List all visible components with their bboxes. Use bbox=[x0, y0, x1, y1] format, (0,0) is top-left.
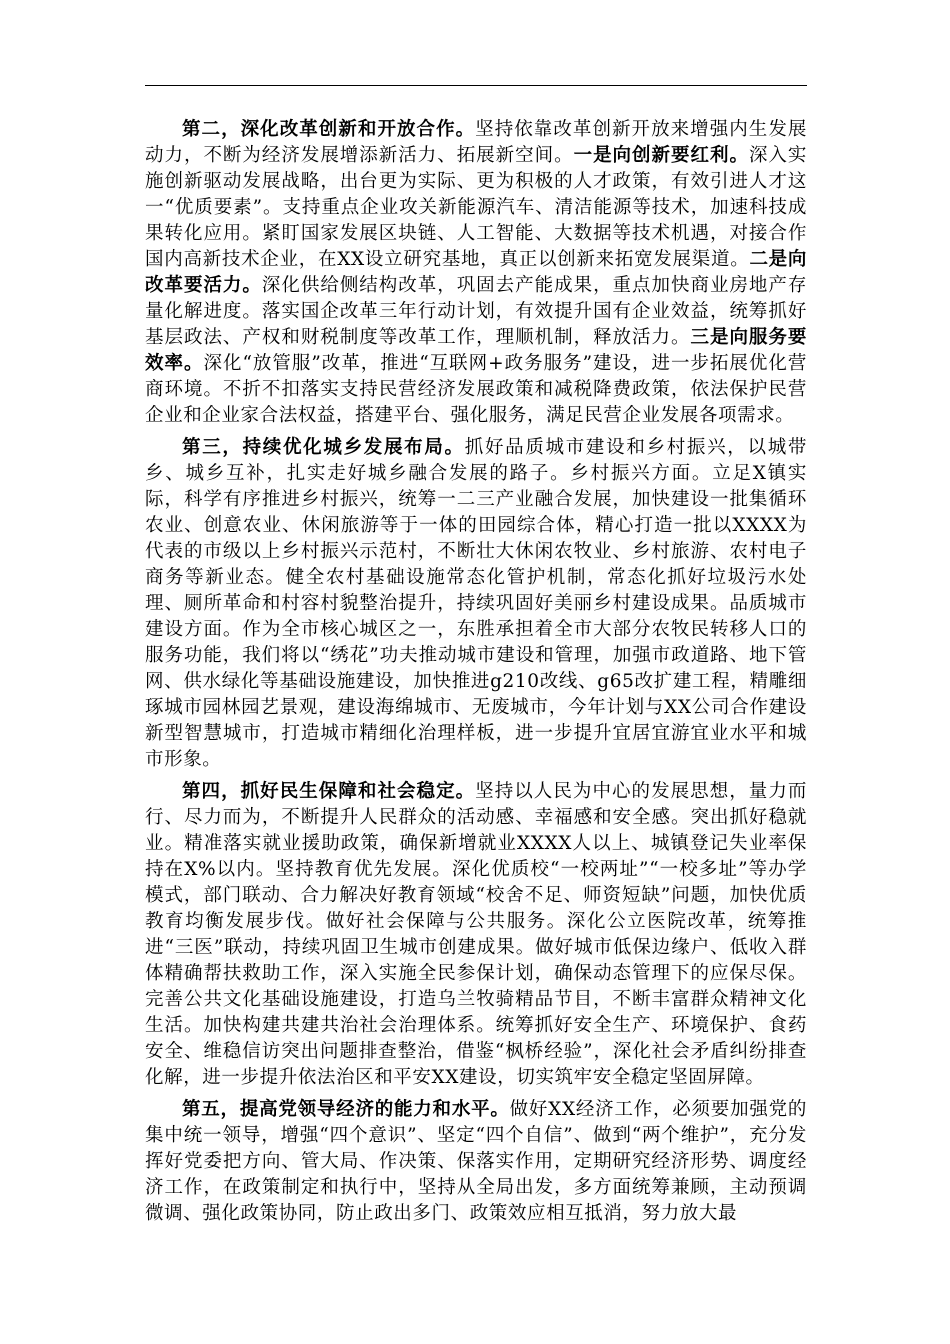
text-run: 深化“放管服”改革，推进“互联网+政务服务”建设，进一步拓展优化营商环境。不折不扣落实支持民营经济发展政策和减税降费政策，依法保护民营企业和企业家合法权益，搭建平台、强化服务，满足民营企业发展各项需求。 bbox=[145, 353, 807, 426]
paragraph-livelihood bbox=[145, 779, 807, 1091]
text-run: 做好XX经济工作，必须要加强党的集中统一领导，增强“四个意识”、坚定“四个自信”、做到“两个维护”，充分发挥好党委把方向、管大局、作决策、保落实作用，定期研究经济形势、调度经济工作，在政策制定和执行中，坚持从全局出发，多方面统筹兼顾，主动预调微调、强化政策协同，防止政出多门、政策效应相互抵消，努力放大最 bbox=[145, 1099, 807, 1224]
heading-run: 第二，深化改革创新和开放合作。 bbox=[182, 119, 476, 140]
text-run: 深化供给侧结构改革，巩固去产能成果，重点加快商业房地产存量化解进度。落实国企改革三年行动计划，有效提升国有企业效益，统筹抓好基层政法、产权和财税制度等改革工作，理顺机制，释放活力。 bbox=[145, 275, 807, 348]
heading-run: 一是向创新要红利。 bbox=[573, 145, 749, 166]
paragraph-urban-rural bbox=[145, 435, 807, 773]
paragraph-party-leadership bbox=[145, 1097, 807, 1227]
header-rule bbox=[145, 85, 807, 86]
text-run: 坚持依靠改革创新开放来增强内生发展动力，不断为经济发展增添新活力、拓展新空间。 bbox=[145, 119, 807, 166]
text-run: 坚持以人民为中心的发展思想，量力而行、尽力而为，不断提升人民群众的活动感、幸福感和安全感。突出抓好稳就业。精准落实就业援助政策，确保新增就业XXXX人以上、城镇登记失业率保持在X%以内。坚持教育优先发展。深化优质校“一校两址”“一校多址”等办学模式，部门联动、合力解决好教育领域“校舍不足、师资短缺”问题，加快优质教育均衡发展步伐。做好社会保障与公共服务。深化公立医院改革，统筹推进“三医”联动，持续巩固卫生城市创建成果。做好城市低保边缘户、低收入群体精确帮扶救助工作，深入实施全民参保计划，确保动态管理下的应保尽保。完善公共文化基础设施建设，打造乌兰牧骑精品节目，不断丰富群众精神文化生活。加快构建共建共治社会治理体系。统筹抓好安全生产、环境保护、食药安全、维稳信访突出问题排查整治，借鉴“枫桥经验”，深化社会矛盾纠纷排查化解，进一步提升依法治区和平安XX建设，切实筑牢安全稳定坚固屏障。 bbox=[145, 781, 807, 1088]
heading-run: 第五，提高党领导经济的能力和水平。 bbox=[182, 1099, 510, 1120]
text-run: 深入实施创新驱动发展战略，出台更为实际、更为积极的人才政策，有效引进人才这一“优质要素”。支持重点企业攻关新能源汽车、清洁能源等技术，加速科技成果转化应用。紧盯国家发展区块链、人工智能、大数据等技术机遇，对接合作国内高新技术企业，在XX设立研究基地，真正以创新来拓宽发展渠道。 bbox=[145, 145, 808, 270]
text-run: 抓好品质城市建设和乡村振兴，以城带乡、城乡互补，扎实走好城乡融合发展的路子。乡村振兴方面。立足X镇实际，科学有序推进乡村振兴，统筹一二三产业融合发展，加快建设一批集循环农业、创意农业、休闲旅游等于一体的田园综合体，精心打造一批以XXXX为代表的市级以上乡村振兴示范村，不断壮大休闲农牧业、乡村旅游、农村电子商务等新业态。健全农村基础设施常态化管护机制，常态化抓好垃圾污水处理、厕所革命和村容村貌整治提升，持续巩固好美丽乡村建设成果。品质城市建设方面。作为全市核心城区之一，东胜承担着全市大部分农牧民转移人口的服务功能，我们将以“绣花”功夫推动城市建设和管理，加强市政道路、地下管网、供水绿化等基础设施建设，加快推进g210改线、g65改扩建工程，精雕细琢城市园林园艺景观，建设海绵城市、无废城市，今年计划与XX公司合作建设新型智慧城市，打造城市精细化治理样板，进一步提升宜居宜游宜业水平和城市形象。 bbox=[145, 437, 807, 770]
paragraph-reform-innovation bbox=[145, 117, 807, 429]
heading-run: 二是向改革要活力。 bbox=[145, 249, 807, 296]
heading-run: 第三，持续优化城乡发展布局。 bbox=[182, 437, 465, 458]
heading-run: 三是向服务要效率。 bbox=[145, 327, 807, 374]
document-body bbox=[145, 117, 807, 1233]
heading-run: 第四，抓好民生保障和社会稳定。 bbox=[182, 781, 476, 802]
